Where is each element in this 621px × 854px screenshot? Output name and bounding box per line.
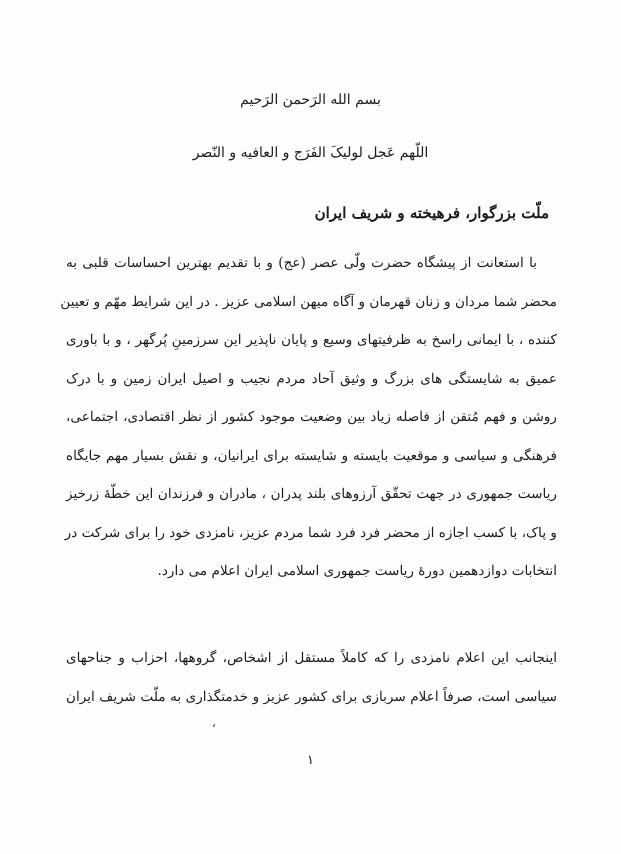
paragraph-line: و پاک، با کسب اجازه از محضر فرد فرد شما مردم عزیز، نامزدی خود را برای شرکت در — [64, 524, 557, 541]
paragraph-announcement — [60, 244, 557, 591]
paragraph-line: ریاست جمهوری در جهت تحقّق آرزوهای بلند پدران ، مادران و فرزندان این خطّهٔ زرخیز — [66, 486, 557, 502]
page-number: ۱ — [307, 753, 314, 768]
paragraph-line: عمیق به شایستگی های بزرگ و وثیق آحاد مردم نجیب و اصیل ایران زمین و با درک — [66, 370, 557, 387]
paragraph-line: محضر شما مردان و زنان قهرمان و آگاه میهن اسلامی عزیز . در این شرایط مهّم و تعیین — [60, 293, 557, 310]
prayer-line: اللّهم عَجل لولیکَ الفَرَج و العافیه و النّصر — [192, 145, 429, 161]
paragraph-line: کننده ، با ایمانی راسخ به ظرفیتهای وسیع و پایان ناپذیر این سرزمینِ پُرگهر ، و با باوری — [66, 332, 557, 348]
stray-mark: ʻ — [212, 722, 216, 736]
basmala-heading: بسم الله الرَحمن الرَحیم — [240, 92, 381, 108]
paragraph-line: روشن و فهم مُتقن از فاصله زیاد بین وضعیت موجود کشور از نظر اقتصادی، اجتماعی، — [66, 409, 557, 425]
paragraph-independence — [66, 639, 557, 716]
paragraph-line: اینجانب این اعلام نامزدی را که کاملاً مستقل از اشخاص، گروهها، احزاب و جناحهای — [66, 650, 557, 666]
salutation-heading: ملّت بزرگوار، فرهیخته و شریف ایران — [314, 204, 549, 222]
paragraph-line: انتخابات دوازدهمین دورهٔ ریاست جمهوری اسلامی ایران اعلام می دارد. — [157, 563, 557, 579]
paragraph-line: با استعانت از پیشگاه حضرت ولّی عصر (عج) و با تقدیم بهترین احساسات قلبی به — [66, 255, 537, 271]
paragraph-line: فرهنگی و سیاسی و موقعیت بایسته و شایسته برای ایرانیان، و نقش بسیار مهم جایگاه — [66, 447, 557, 464]
paragraph-line: سیاسی است، صرفاً اعلام سربازی برای کشور عزیز و خدمتگذاری به ملّت شریف ایران — [66, 688, 557, 705]
